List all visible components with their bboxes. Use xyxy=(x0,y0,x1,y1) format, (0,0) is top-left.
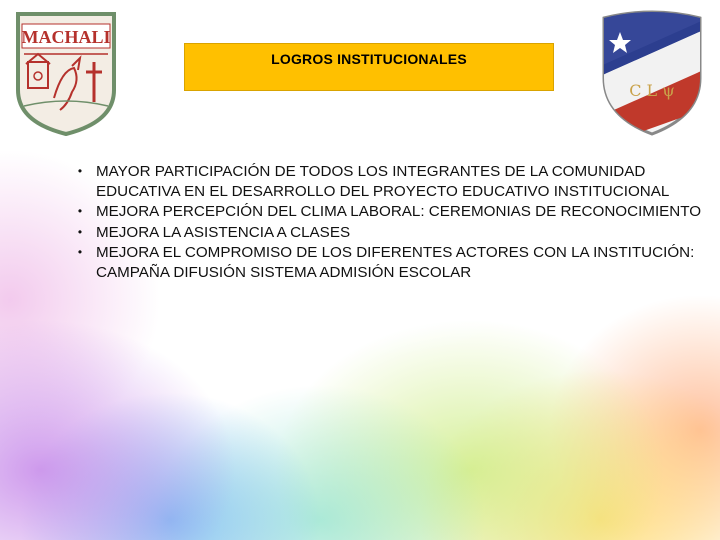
list-item-text: MEJORA PERCEPCIÓN DEL CLIMA LABORAL: CEREMONIAS DE RECONOCIMIENTO xyxy=(96,203,702,220)
list-item xyxy=(72,202,702,222)
school-shield-logo xyxy=(596,8,708,138)
bullet-icon: • xyxy=(77,245,83,259)
machali-emblem-logo xyxy=(14,10,118,136)
list-item-text: MAYOR PARTICIPACIÓN DE TODOS LOS INTEGRANTES DE LA COMUNIDAD EDUCATIVA EN EL DESARROLLO DEL PROYECTO EDUCATIVO INSTITUCIONAL xyxy=(96,163,670,200)
achievements-list xyxy=(72,162,702,283)
list-item-text: MEJORA EL COMPROMISO DE LOS DIFERENTES ACTORES CON LA INSTITUCIÓN: CAMPAÑA DIFUSIÓN SISTEMA ADMISIÓN ESCOLAR xyxy=(96,244,695,281)
logo-left-wordmark: MACHALI xyxy=(21,27,111,47)
title-banner xyxy=(184,43,554,91)
slide-title: LOGROS INSTITUCIONALES xyxy=(271,51,467,67)
list-item xyxy=(72,162,702,201)
list-item xyxy=(72,243,702,282)
list-item xyxy=(72,223,702,243)
list-item-text: MEJORA LA ASISTENCIA A CLASES xyxy=(96,223,351,241)
bullet-icon: • xyxy=(77,164,83,178)
bullet-icon: • xyxy=(77,204,83,218)
shield-initials: C L ψ xyxy=(629,81,675,100)
bullet-icon: • xyxy=(77,224,83,239)
